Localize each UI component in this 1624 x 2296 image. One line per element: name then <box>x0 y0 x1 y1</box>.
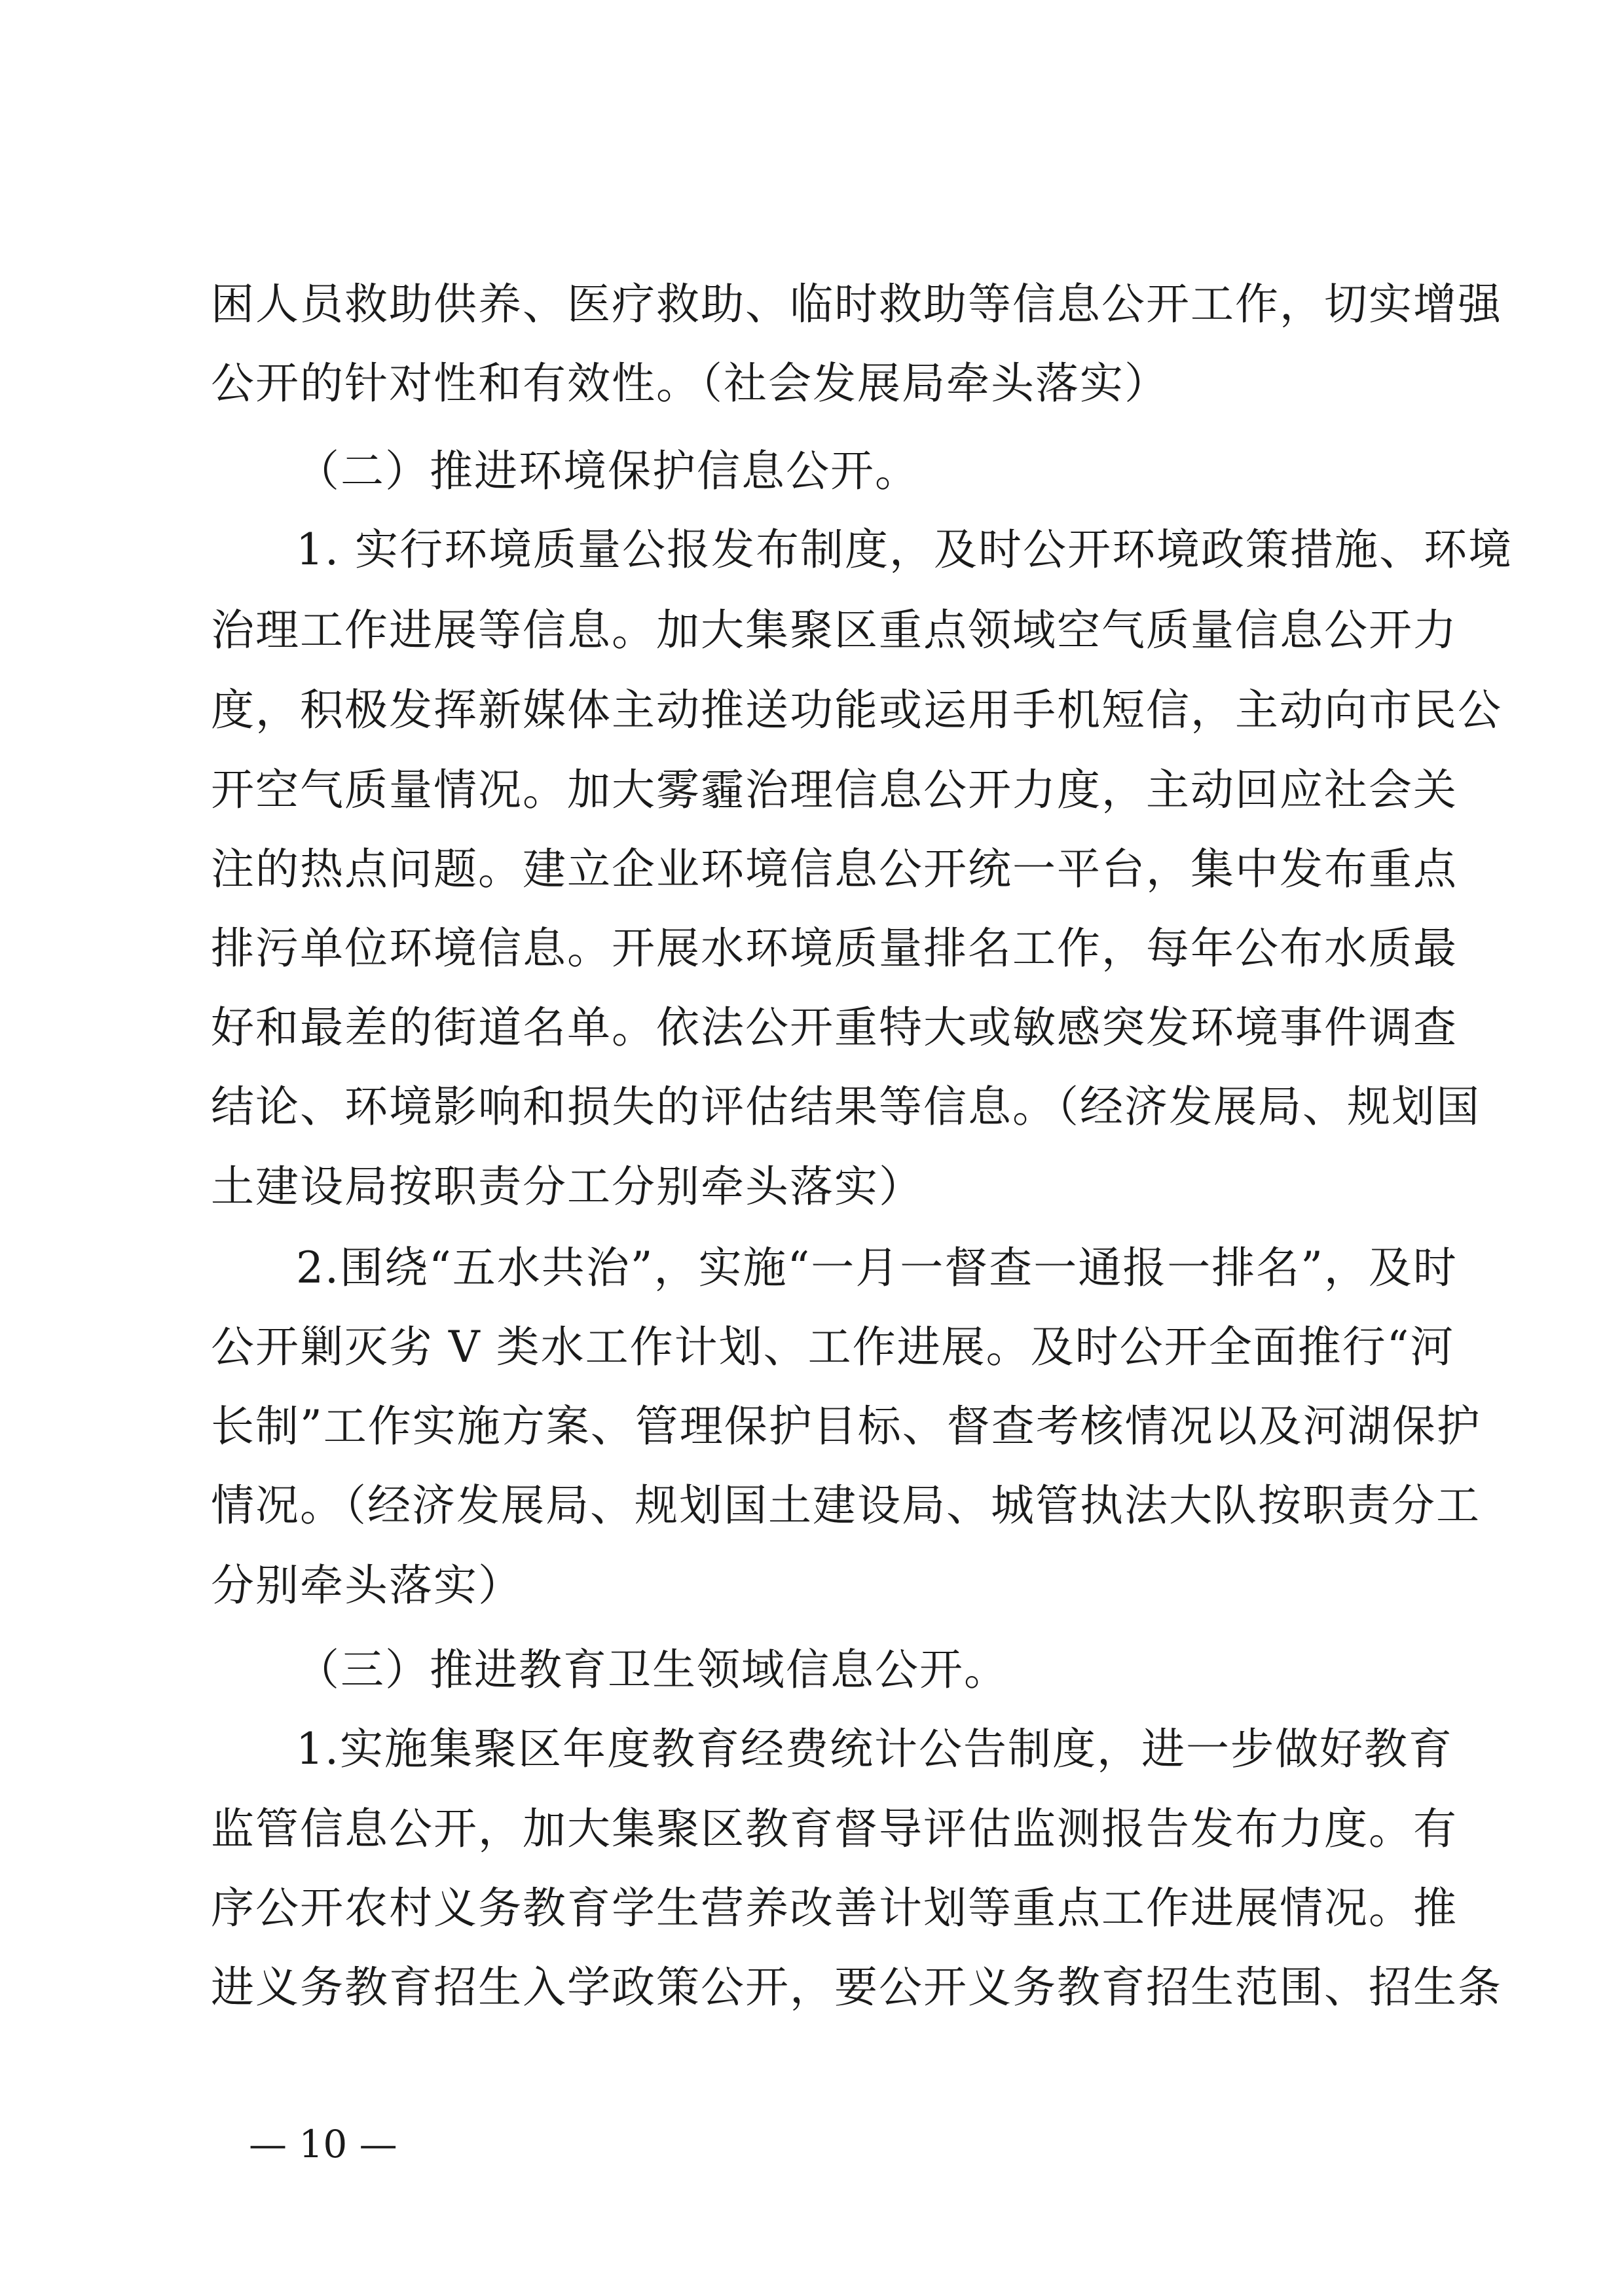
text-line-6: 度，积极发挥新媒体主动推送功能或运用手机短信，主动向市民公 <box>211 685 1502 735</box>
text-line-14: 公开剿灭劣 V 类水工作计划、工作进展。及时公开全面推行“河 <box>211 1322 1455 1372</box>
text-line-10: 好和最差的街道名单。依法公开重特大或敏感突发环境事件调查 <box>211 1002 1458 1053</box>
text-line-7: 开空气质量情况。加大雾霾治理信息公开力度，主动回应社会关 <box>211 765 1458 815</box>
page-number: — 10 — <box>249 2122 397 2166</box>
text-line-22: 进义务教育招生入学政策公开，要公开义务教育招生范围、招生条 <box>211 1962 1502 2013</box>
text-line-12: 土建设局按职责分工分别牵头落实） <box>211 1161 923 1212</box>
text-line-13: 2.围绕“五水共治”，实施“一月一督查一通报一排名”，及时 <box>296 1243 1458 1293</box>
text-line-1: 困人员救助供养、医疗救助、临时救助等信息公开工作，切实增强 <box>211 279 1502 329</box>
text-line-8: 注的热点问题。建立企业环境信息公开统一平台，集中发布重点 <box>211 844 1458 894</box>
text-line-20: 监管信息公开，加大集聚区教育督导评估监测报告发布力度。有 <box>211 1804 1458 1854</box>
text-line-9: 排污单位环境信息。开展水环境质量排名工作，每年公布水质最 <box>211 923 1458 974</box>
text-line-21: 序公开农村义务教育学生营养改善计划等重点工作进展情况。推 <box>211 1883 1458 1933</box>
text-line-4: 1. 实行环境质量公报发布制度，及时公开环境政策措施、环境 <box>296 524 1513 575</box>
text-line-19: 1.实施集聚区年度教育经费统计公告制度，进一步做好教育 <box>296 1724 1453 1774</box>
section-heading-3: （三）推进教育卫生领域信息公开。 <box>296 1645 1008 1695</box>
text-line-11: 结论、环境影响和损失的评估结果等信息。（经济发展局、规划国 <box>211 1082 1481 1132</box>
text-line-16: 情况。（经济发展局、规划国土建设局、城管执法大队按职责分工 <box>211 1480 1481 1531</box>
text-line-17: 分别牵头落实） <box>211 1560 523 1611</box>
text-line-5: 治理工作进展等信息。加大集聚区重点领域空气质量信息公开力 <box>211 605 1458 655</box>
text-line-2: 公开的针对性和有效性。（社会发展局牵头落实） <box>211 358 1169 409</box>
text-line-15: 长制”工作实施方案、管理保护目标、督查考核情况以及河湖保护 <box>211 1401 1481 1451</box>
section-heading-2: （二）推进环境保护信息公开。 <box>296 446 919 496</box>
